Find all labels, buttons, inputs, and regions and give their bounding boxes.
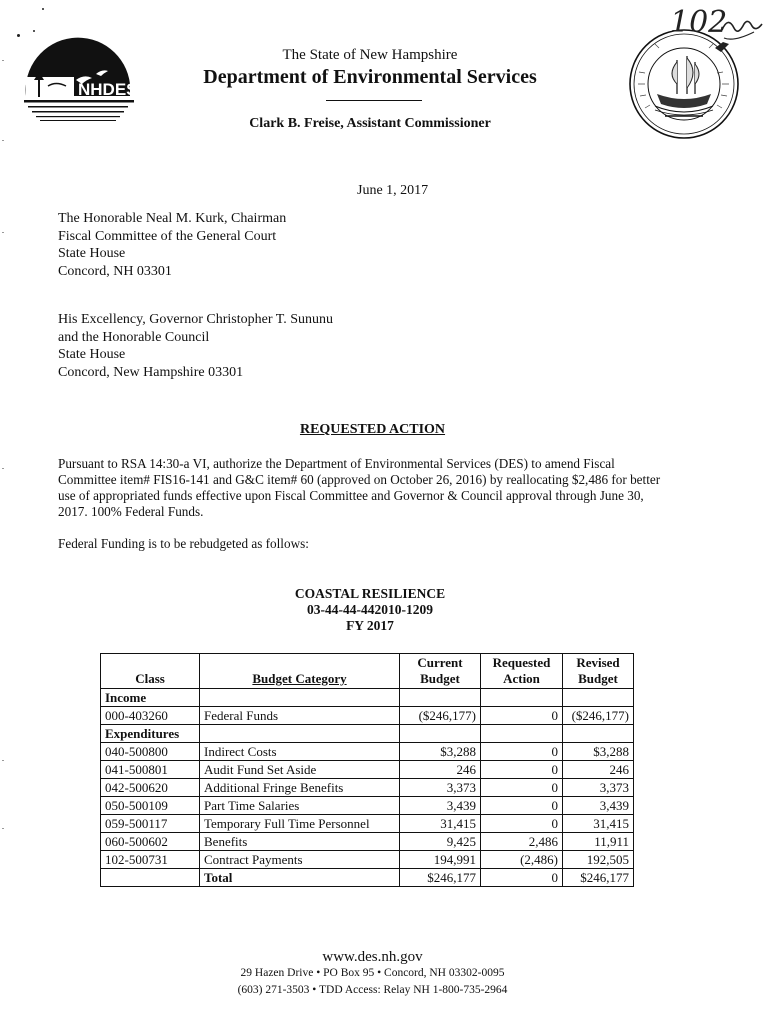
- cell-current: 9,425: [400, 833, 481, 851]
- address-line: Concord, NH 03301: [58, 263, 172, 279]
- handwritten-note: [660, 0, 770, 50]
- assistant-commissioner: Clark B. Freise, Assistant Commissioner: [249, 116, 491, 131]
- nhdes-logo: [18, 36, 148, 136]
- cell-requested: 0: [481, 797, 563, 815]
- total-current: $246,177: [400, 869, 481, 887]
- cell-revised: 192,505: [563, 851, 634, 869]
- recipient-address-2: [58, 311, 333, 381]
- address-line: and the Honorable Council: [58, 329, 210, 345]
- cell-requested: (2,486): [481, 851, 563, 869]
- logo-text: NHDES: [78, 80, 138, 99]
- letter-date: June 1, 2017: [357, 183, 429, 198]
- table-row: [101, 743, 634, 761]
- cell-current: 3,439: [400, 797, 481, 815]
- cell-requested: 0: [481, 815, 563, 833]
- state-name: The State of New Hampshire: [282, 47, 458, 63]
- total-row: [101, 869, 634, 887]
- income-label: Income: [101, 689, 200, 707]
- recipient-address-1: [58, 210, 286, 280]
- margin-mark: [2, 828, 4, 829]
- table-row: [101, 851, 634, 869]
- header-current: Current Budget: [400, 654, 481, 689]
- footer-website[interactable]: www.des.nh.gov: [322, 949, 423, 965]
- speck: [33, 30, 35, 32]
- cell-category: Additional Fringe Benefits: [200, 779, 400, 797]
- cell-revised: 246: [563, 761, 634, 779]
- cell-current: ($246,177): [400, 707, 481, 725]
- table-row: [101, 761, 634, 779]
- cell-revised: $3,288: [563, 743, 634, 761]
- table-row: [101, 779, 634, 797]
- cell-class: 041-500801: [101, 761, 200, 779]
- cell-current: 3,373: [400, 779, 481, 797]
- cell-category: Indirect Costs: [200, 743, 400, 761]
- cell-category: Audit Fund Set Aside: [200, 761, 400, 779]
- speck: [42, 8, 44, 10]
- table-title-account: 03-44-44-442010-1209: [307, 602, 433, 617]
- cell-revised: 3,439: [563, 797, 634, 815]
- cell-revised: 31,415: [563, 815, 634, 833]
- cell-category: Contract Payments: [200, 851, 400, 869]
- cell-class: 059-500117: [101, 815, 200, 833]
- cell-requested: 0: [481, 707, 563, 725]
- cell-class: 042-500620: [101, 779, 200, 797]
- requested-action-paragraph: Pursuant to RSA 14:30-a VI, authorize the Department of Environmental Services (DES) to amend Fiscal Committee item# FIS16-141 and G&C item# 60 (approved on October 26, 2016) by reallocating $2,486 for better use of appropriated funds effective upon Fiscal Committee and Governor & Council approval through June 30, 2017. 100% Federal Funds.: [58, 456, 661, 519]
- margin-mark: [2, 760, 4, 761]
- header-class: Class: [101, 654, 200, 689]
- table-title: [150, 586, 590, 634]
- cell-class: 060-500602: [101, 833, 200, 851]
- cell-class: 102-500731: [101, 851, 200, 869]
- cell-class: 040-500800: [101, 743, 200, 761]
- cell-revised: 3,373: [563, 779, 634, 797]
- cell-category: Part Time Salaries: [200, 797, 400, 815]
- margin-mark: [2, 468, 4, 469]
- cell-current: 246: [400, 761, 481, 779]
- address-line: Fiscal Committee of the General Court: [58, 228, 277, 244]
- table-row: [101, 707, 634, 725]
- table-row: [101, 833, 634, 851]
- table-title-program: COASTAL RESILIENCE: [294, 586, 446, 601]
- cell-category: Temporary Full Time Personnel: [200, 815, 400, 833]
- total-label: Total: [200, 869, 400, 887]
- header-requested: Requested Action: [481, 654, 563, 689]
- cell-requested: 0: [481, 761, 563, 779]
- header-category: Budget Category: [200, 654, 400, 689]
- footer-address: 29 Hazen Drive • PO Box 95 • Concord, NH 03302-0095: [240, 967, 505, 979]
- table-row: [101, 797, 634, 815]
- rebudget-line: Federal Funding is to be rebudgeted as follows:: [58, 536, 309, 551]
- address-line: State House: [58, 347, 126, 362]
- table-header-row: [101, 654, 634, 689]
- section-row: [101, 725, 634, 743]
- footer-phone: (603) 271-3503 • TDD Access: Relay NH 1-800-735-2964: [237, 984, 508, 996]
- handwritten-number: 102: [670, 5, 728, 40]
- header-rule: [326, 100, 422, 101]
- cell-current: 194,991: [400, 851, 481, 869]
- requested-action-heading: REQUESTED ACTION: [299, 422, 446, 437]
- cell-revised: 11,911: [563, 833, 634, 851]
- address-line: The Honorable Neal M. Kurk, Chairman: [58, 211, 287, 226]
- address-line: His Excellency, Governor Christopher T. Sununu: [58, 312, 334, 327]
- cell-revised: ($246,177): [563, 707, 634, 725]
- department-name: Department of Environmental Services: [203, 66, 537, 88]
- margin-mark: [2, 140, 4, 141]
- total-revised: $246,177: [563, 869, 634, 887]
- cell-requested: 2,486: [481, 833, 563, 851]
- table-row: [101, 815, 634, 833]
- address-line: Concord, New Hampshire 03301: [58, 364, 244, 380]
- margin-mark: [2, 232, 4, 233]
- budget-table: [100, 653, 634, 887]
- section-row: [101, 689, 634, 707]
- cell-requested: 0: [481, 743, 563, 761]
- cell-class: 000-403260: [101, 707, 200, 725]
- cell-category: Benefits: [200, 833, 400, 851]
- cell-class: 050-500109: [101, 797, 200, 815]
- cell-current: 31,415: [400, 815, 481, 833]
- table-title-year: FY 2017: [346, 618, 394, 633]
- header-revised: Revised Budget: [563, 654, 634, 689]
- cell-current: $3,288: [400, 743, 481, 761]
- expenditures-label: Expenditures: [101, 725, 200, 743]
- margin-mark: [2, 60, 4, 61]
- cell-category: Federal Funds: [200, 707, 400, 725]
- total-requested: 0: [481, 869, 563, 887]
- cell-requested: 0: [481, 779, 563, 797]
- address-line: State House: [58, 246, 126, 261]
